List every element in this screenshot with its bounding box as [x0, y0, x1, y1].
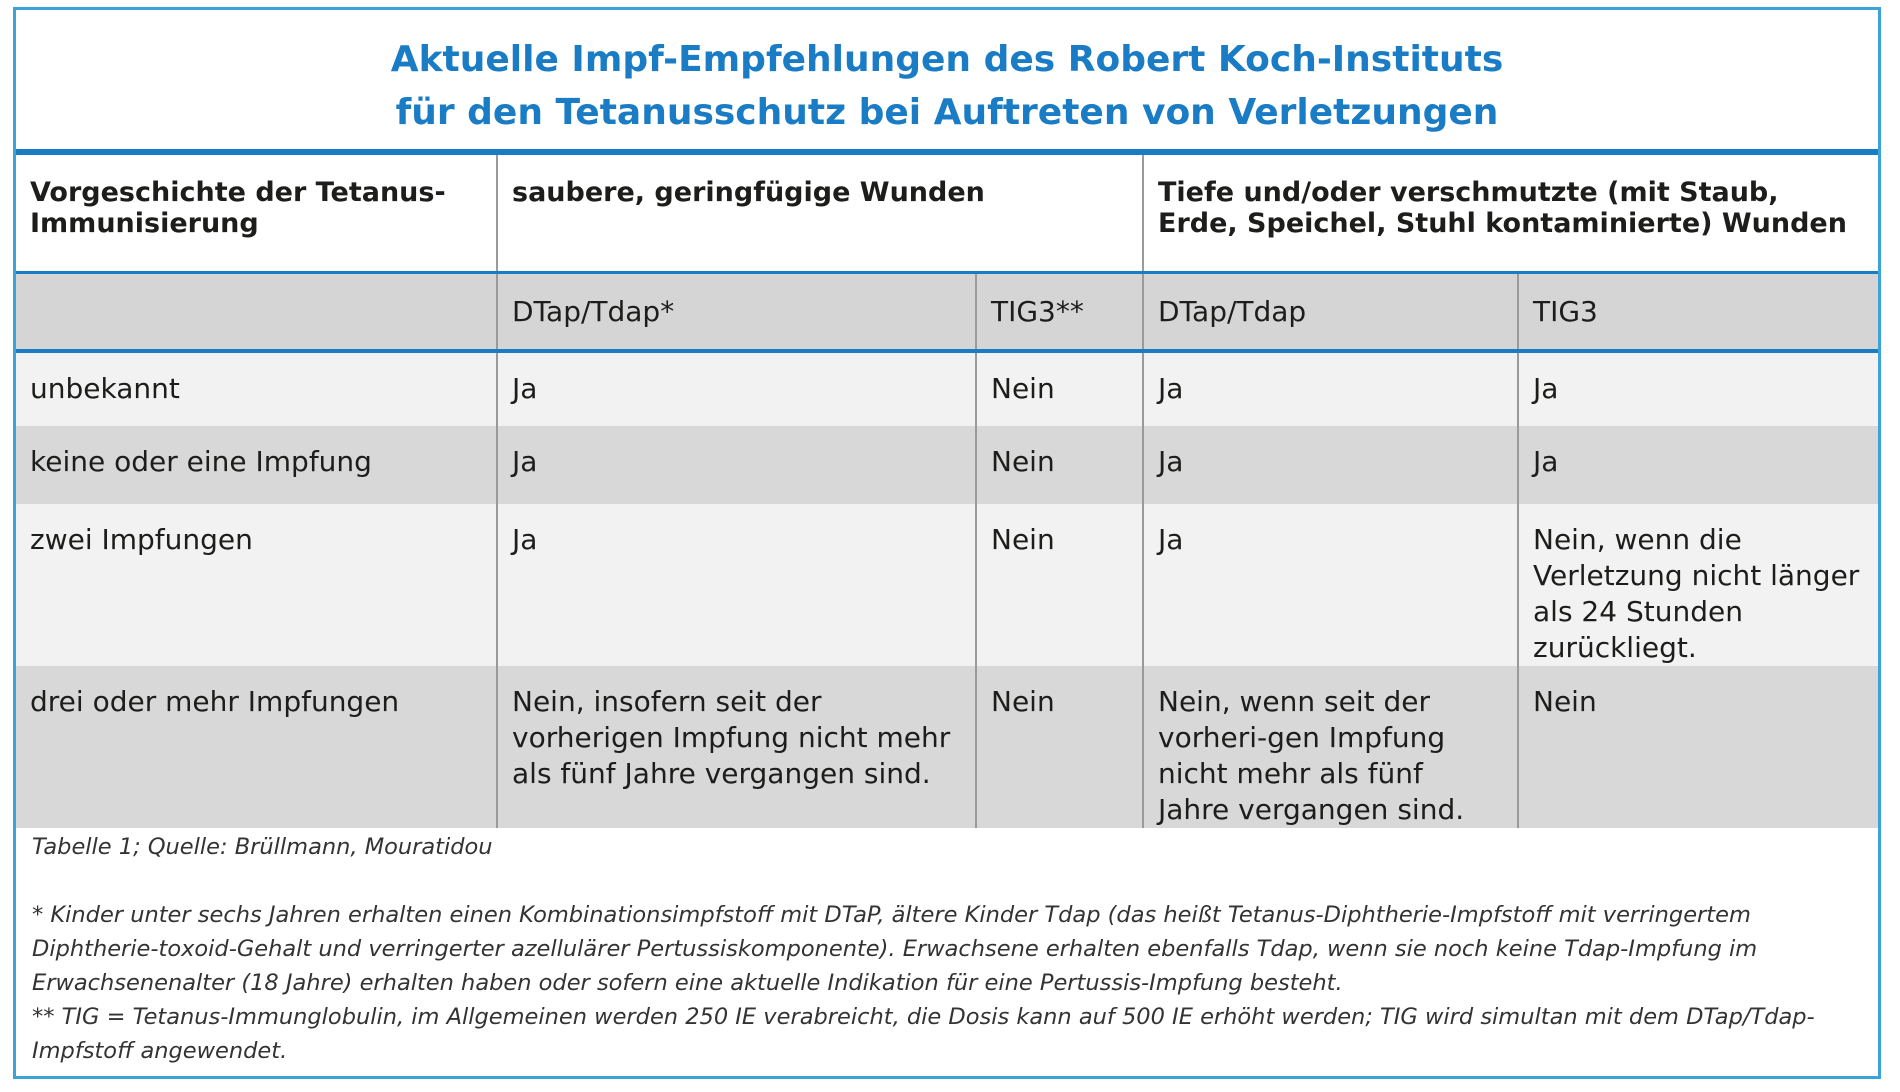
subheader-cell: DTap/Tdap*: [497, 272, 976, 351]
table-cell: Nein: [976, 666, 1143, 828]
table-source: Tabelle 1; Quelle: Brüllmann, Mouratidou: [32, 834, 493, 860]
table-cell: Nein, insofern seit der vorherigen Impfung nicht mehr als fünf Jahre vergangen sind.: [497, 666, 976, 828]
table-cell: Nein: [976, 351, 1143, 426]
table-cell: Nein, wenn seit der vorheri-gen Impfung nicht mehr als fünf Jahre vergangen sind.: [1143, 666, 1518, 828]
table-cell: Nein, wenn die Verletzung nicht länger als 24 Stunden zurückliegt.: [1518, 504, 1878, 666]
table-cell: Ja: [1143, 504, 1518, 666]
table-row: [16, 504, 1878, 666]
table-cell: zwei Impfungen: [16, 504, 497, 666]
header-dirty-wounds: Tiefe und/oder verschmutzte (mit Staub, Erde, Speichel, Stuhl kontaminierte) Wunden: [1143, 155, 1878, 272]
subheader-cell: [16, 272, 497, 351]
subheader-cell: DTap/Tdap: [1143, 272, 1518, 351]
footnote-1: * Kinder unter sechs Jahren erhalten einen Kombinationsimpfstoff mit DTaP, ältere Kinder Tdap (das heißt Tetanus-Diphtherie-Impfstoff mit verringertem Diphtherie-toxoid-Gehalt und verringerter azellulärer Pertussiskomponente). Erwachsene erhalten ebenfalls Tdap, wenn sie noch keine Tdap-Impfung im Erwachsenenalter (18 Jahre) erhalten haben oder sofern eine aktuelle Indikation für eine Pertussis-Impfung besteht.: [32, 902, 1758, 996]
table-cell: Ja: [1518, 426, 1878, 504]
table-cell: Nein: [976, 426, 1143, 504]
table-cell: unbekannt: [16, 351, 497, 426]
table-cell: Ja: [497, 426, 976, 504]
footnotes: [32, 830, 1862, 1068]
title-line-2: für den Tetanusschutz bei Auftreten von Verletzungen: [395, 92, 1499, 133]
table-row: [16, 351, 1878, 426]
table-row: [16, 666, 1878, 828]
header-clean-wounds: saubere, geringfügige Wunden: [497, 155, 1143, 272]
table-cell: Ja: [1518, 351, 1878, 426]
table-cell: Ja: [497, 351, 976, 426]
footnote-2: ** TIG = Tetanus-Immunglobulin, im Allgemeinen werden 250 IE verabreicht, die Dosis kann auf 500 IE erhöht werden; TIG wird simultan mit dem DTap/Tdap-Impfstoff angewendet.: [32, 1004, 1815, 1064]
page-title: [16, 10, 1878, 149]
table-cell: Nein: [1518, 666, 1878, 828]
table-header-row: [16, 155, 1878, 272]
title-line-1: Aktuelle Impf-Empfehlungen des Robert Koch-Instituts: [390, 39, 1504, 80]
table-cell: drei oder mehr Impfungen: [16, 666, 497, 828]
table-cell: Ja: [1143, 351, 1518, 426]
subheader-cell: TIG3: [1518, 272, 1878, 351]
table-cell: keine oder eine Impfung: [16, 426, 497, 504]
subheader-cell: TIG3**: [976, 272, 1143, 351]
table-cell: Nein: [976, 504, 1143, 666]
table-row: [16, 426, 1878, 504]
table-cell: Ja: [1143, 426, 1518, 504]
table-subheader-row: [16, 272, 1878, 351]
table-frame: [13, 7, 1881, 1079]
table-cell: Ja: [497, 504, 976, 666]
header-history: Vorgeschichte der Tetanus-Immunisierung: [30, 177, 446, 239]
recommendation-table: [16, 155, 1878, 828]
